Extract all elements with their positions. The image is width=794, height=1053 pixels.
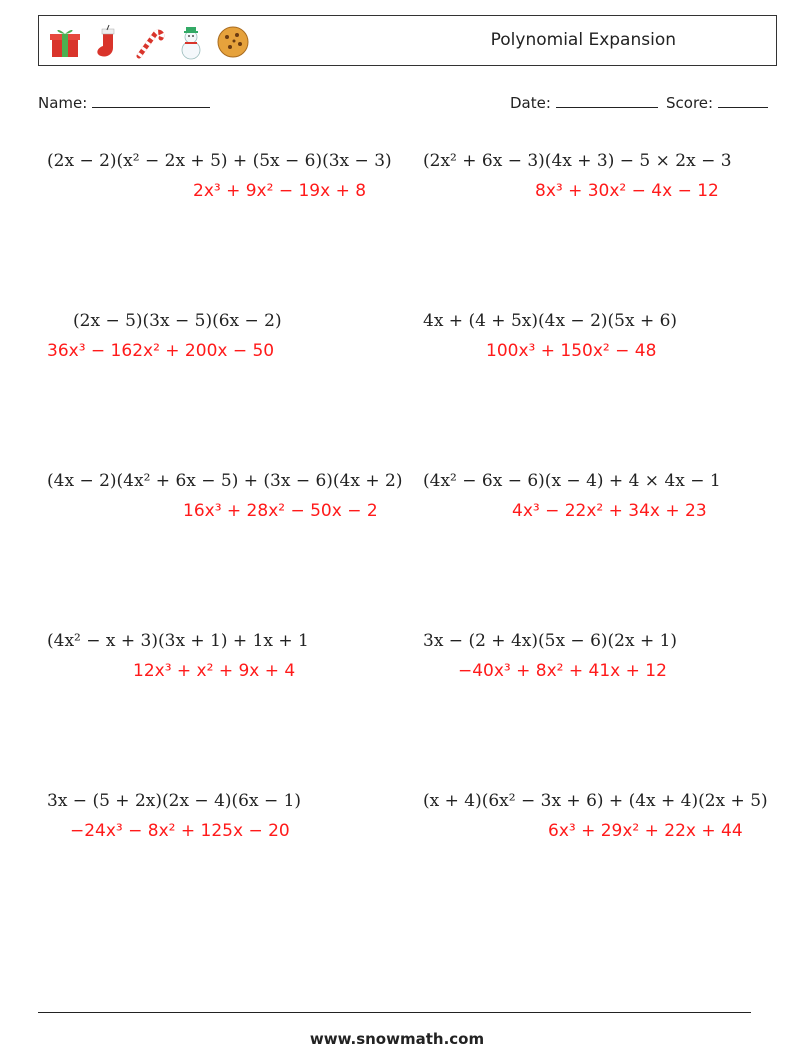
score-field[interactable] — [666, 93, 768, 112]
date-blank[interactable] — [556, 93, 658, 108]
cookie-icon — [215, 24, 251, 60]
score-blank[interactable] — [718, 93, 768, 108]
answer-5: 16x³ + 28x² − 50x − 2 — [183, 501, 378, 521]
holiday-icons — [47, 24, 251, 60]
answer-8: −40x³ + 8x² + 41x + 12 — [458, 661, 667, 681]
answer-10: 6x³ + 29x² + 22x + 44 — [548, 821, 743, 841]
problem-7: (4x² − x + 3)(3x + 1) + 1x + 1 — [47, 631, 309, 651]
problem-10: (x + 4)(6x² − 3x + 6) + (4x + 4)(2x + 5) — [423, 791, 768, 811]
footer-divider — [38, 1012, 751, 1013]
snowman-icon — [173, 24, 209, 60]
problem-6: (4x² − 6x − 6)(x − 4) + 4 × 4x − 1 — [423, 471, 721, 491]
date-field[interactable] — [510, 93, 658, 112]
name-field[interactable] — [38, 93, 210, 112]
answer-1: 2x³ + 9x² − 19x + 8 — [193, 181, 367, 201]
name-blank[interactable] — [92, 93, 210, 108]
answer-4: 100x³ + 150x² − 48 — [486, 341, 657, 361]
problem-5: (4x − 2)(4x² + 6x − 5) + (3x − 6)(4x + 2) — [47, 471, 403, 491]
problem-3: (2x − 5)(3x − 5)(6x − 2) — [73, 311, 282, 331]
problem-1: (2x − 2)(x² − 2x + 5) + (5x − 6)(3x − 3) — [47, 151, 392, 171]
gift-icon — [47, 24, 83, 60]
candy-cane-icon — [131, 24, 167, 60]
answer-7: 12x³ + x² + 9x + 4 — [133, 661, 296, 681]
date-label: Date: — [510, 94, 551, 112]
worksheet-header — [38, 15, 777, 66]
stocking-icon — [89, 24, 125, 60]
problem-4: 4x + (4 + 5x)(4x − 2)(5x + 6) — [423, 311, 678, 331]
answer-6: 4x³ − 22x² + 34x + 23 — [512, 501, 707, 521]
problem-9: 3x − (5 + 2x)(2x − 4)(6x − 1) — [47, 791, 302, 811]
worksheet-title: Polynomial Expansion — [490, 30, 676, 50]
answer-3: 36x³ − 162x² + 200x − 50 — [47, 341, 275, 361]
answer-2: 8x³ + 30x² − 4x − 12 — [535, 181, 719, 201]
answer-9: −24x³ − 8x² + 125x − 20 — [70, 821, 290, 841]
score-label: Score: — [666, 94, 714, 112]
problem-2: (2x² + 6x − 3)(4x + 3) − 5 × 2x − 3 — [423, 151, 732, 171]
name-label: Name: — [38, 94, 88, 112]
problem-8: 3x − (2 + 4x)(5x − 6)(2x + 1) — [423, 631, 678, 651]
footer-url[interactable]: www.snowmath.com — [309, 1030, 485, 1048]
